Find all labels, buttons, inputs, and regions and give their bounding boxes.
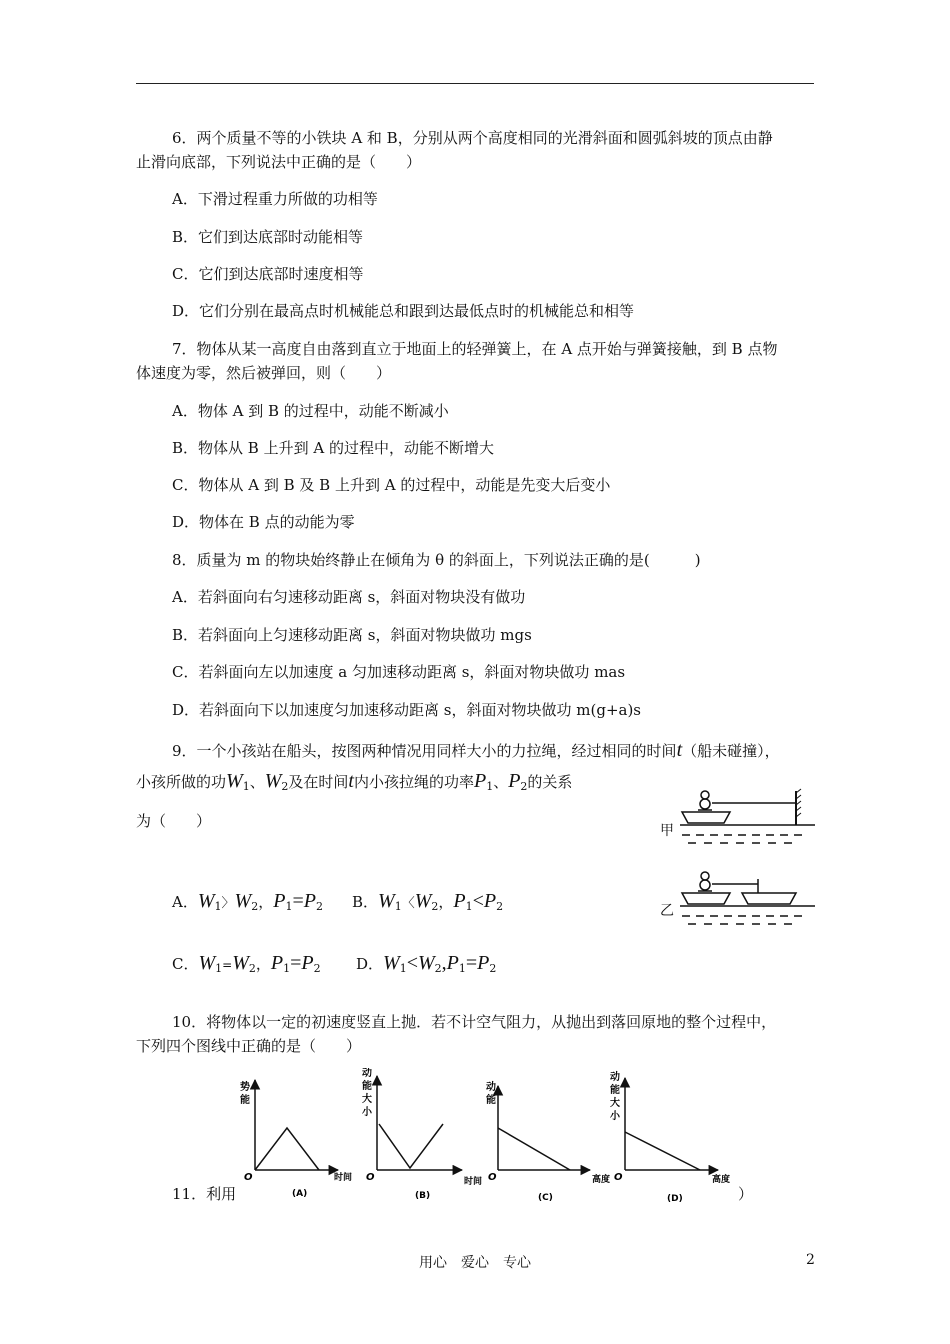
graph-c-ylabel-1: 动 bbox=[486, 1082, 496, 1093]
figure-label-jia: 甲 bbox=[660, 823, 674, 839]
q10-graphs bbox=[230, 1068, 760, 1208]
graph-a-ylabel-2: 能 bbox=[240, 1095, 250, 1106]
graph-a-ylabel-1: 势 bbox=[240, 1082, 250, 1093]
graph-d-caption: (D) bbox=[667, 1194, 683, 1204]
q6-option-c: C．它们到达底部时速度相等 bbox=[172, 265, 364, 283]
q8-option-a: A．若斜面向右匀速移动距离 s，斜面对物块没有做功 bbox=[172, 588, 526, 606]
graph-b-caption: (B) bbox=[415, 1191, 431, 1201]
q9-option-a: A．$W_1$〉$W_2$，$P_1=P_2$ bbox=[172, 890, 323, 913]
graph-c-ylabel-2: 能 bbox=[486, 1095, 496, 1106]
q8-option-d: D．若斜面向下以加速度匀加速移动距离 s，斜面对物块做功 m(g+a)s bbox=[172, 701, 642, 719]
graph-c-origin: O bbox=[488, 1172, 497, 1183]
q7-option-b: B．物体从 B 上升到 A 的过程中，动能不断增大 bbox=[172, 439, 494, 457]
q10-stem-line2: 下列四个图线中正确的是（ ） bbox=[136, 1037, 362, 1055]
graph-d-line bbox=[625, 1132, 700, 1170]
graph-a-caption: (A) bbox=[292, 1189, 308, 1199]
q9-option-b: B．$W_1$〈$W_2$，$P_1<P_2$ bbox=[352, 890, 504, 913]
graph-b-line bbox=[379, 1124, 443, 1168]
page-footer: 用心 爱心 专心 bbox=[419, 1255, 531, 1271]
graph-d-ylabel-3: 大 bbox=[610, 1098, 620, 1109]
q8-option-b: B．若斜面向上匀速移动距离 s，斜面对物块做功 mgs bbox=[172, 626, 532, 644]
q9-stem-line3: 为（ ） bbox=[136, 812, 212, 830]
graph-d-origin: O bbox=[614, 1172, 623, 1183]
graph-d-xlabel: 高度 bbox=[712, 1175, 731, 1185]
graph-b bbox=[362, 1068, 482, 1201]
graph-a bbox=[240, 1080, 352, 1199]
q6-option-a: A．下滑过程重力所做的功相等 bbox=[172, 190, 378, 208]
graph-d-ylabel-4: 小 bbox=[610, 1111, 620, 1122]
q9-boat-figure bbox=[660, 785, 820, 935]
q10-stem-line1: 10．将物体以一定的初速度竖直上抛．若不计空气阻力，从抛出到落回原地的整个过程中， bbox=[172, 1013, 777, 1031]
figure-jia bbox=[660, 789, 815, 843]
graph-b-ylabel-4: 小 bbox=[362, 1107, 372, 1118]
q9-option-c: C．$W_1=W_2$，$P_1=P_2$ bbox=[172, 952, 321, 975]
graph-a-origin: O bbox=[244, 1172, 253, 1183]
graph-a-line bbox=[255, 1128, 319, 1170]
graph-c bbox=[486, 1080, 610, 1203]
header-rule bbox=[136, 83, 814, 84]
q7-option-a: A．物体 A 到 B 的过程中，动能不断减小 bbox=[172, 402, 449, 420]
graph-b-xlabel: 时间 bbox=[464, 1177, 483, 1187]
graph-d-ylabel-2: 能 bbox=[610, 1085, 620, 1096]
q7-option-c: C．物体从 A 到 B 及 B 上升到 A 的过程中，动能是先变大后变小 bbox=[172, 476, 611, 494]
q8-option-c: C．若斜面向左以加速度 a 匀加速移动距离 s，斜面对物块做功 mas bbox=[172, 663, 626, 681]
graph-b-ylabel-2: 能 bbox=[362, 1081, 372, 1092]
graph-b-ylabel-1: 动 bbox=[362, 1068, 372, 1079]
q8-stem: 8．质量为 m 的物块始终静止在倾角为 θ 的斜面上，下列说法正确的是( ) bbox=[172, 551, 701, 569]
graph-b-origin: O bbox=[366, 1172, 375, 1183]
q11-tail: ） bbox=[738, 1185, 754, 1203]
figure-label-yi: 乙 bbox=[660, 903, 674, 919]
graph-b-ylabel-3: 大 bbox=[362, 1094, 372, 1105]
graph-d-ylabel-1: 动 bbox=[610, 1072, 620, 1083]
page-number: 2 bbox=[806, 1252, 815, 1268]
q9-stem-line1: 9．一个小孩站在船头，按图两种情况用同样大小的力拉绳，经过相同的时间t（船未碰撞）， bbox=[172, 739, 780, 761]
q7-stem-line2: 体速度为零，然后被弹回，则（ ） bbox=[136, 364, 392, 382]
q6-stem-line2: 止滑向底部，下列说法中正确的是（ ） bbox=[136, 153, 422, 171]
q6-option-b: B．它们到达底部时动能相等 bbox=[172, 228, 364, 246]
figure-yi bbox=[660, 872, 815, 924]
graph-c-caption: (C) bbox=[538, 1193, 553, 1203]
q7-option-d: D．物体在 B 点的动能为零 bbox=[172, 513, 355, 531]
q6-option-d: D．它们分别在最高点时机械能总和跟到达最低点时的机械能总和相等 bbox=[172, 302, 635, 320]
graph-d bbox=[610, 1070, 730, 1204]
graph-c-xlabel: 高度 bbox=[592, 1175, 611, 1185]
q7-stem-line1: 7．物体从某一高度自由落到直立于地面上的轻弹簧上，在 A 点开始与弹簧接触，到 B 点物 bbox=[172, 340, 778, 358]
graph-c-line bbox=[498, 1128, 570, 1170]
q9-option-d: D．$W_1<W_2,P_1=P_2$ bbox=[356, 952, 497, 975]
q11-stem: 11．利用 bbox=[172, 1185, 237, 1203]
q9-stem-line2: 小孩所做的功$W_1$、$W_2$及在时间t内小孩拉绳的功率$P_1$、$P_2$的关系 bbox=[136, 770, 573, 793]
q6-stem-line1: 6．两个质量不等的小铁块 A 和 B，分别从两个高度相同的光滑斜面和圆弧斜坡的顶点由静 bbox=[172, 129, 773, 147]
graph-a-xlabel: 时间 bbox=[334, 1173, 353, 1183]
